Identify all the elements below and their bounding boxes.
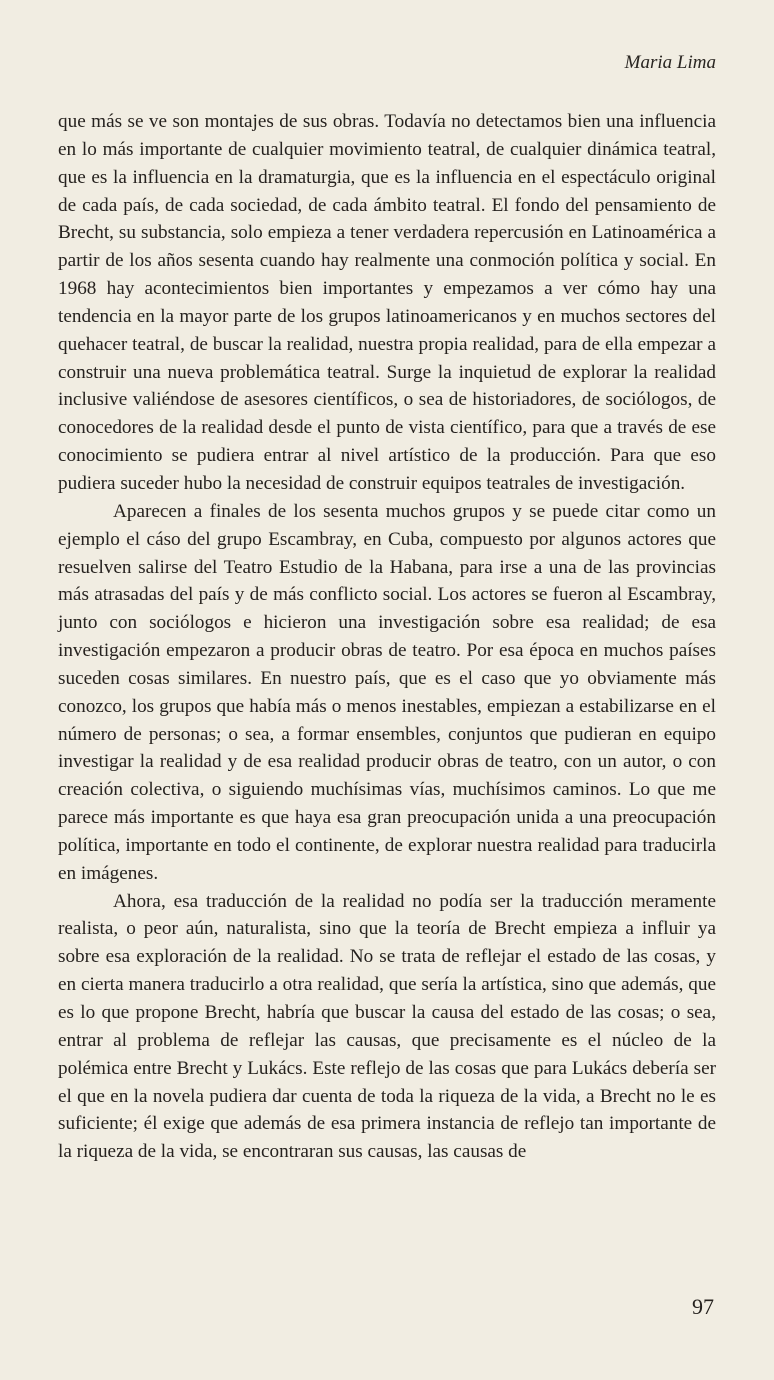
paragraph-1: que más se ve son montajes de sus obras. Todavía no detectamos bien una influencia en lo más importante de cualquier movimiento teatral, de cualquier dinámica teatral, que es la influencia en la dramaturgia, que es la influencia en el espectáculo original de cada país, de cada sociedad, de cada ámbito teatral. El fondo del pensamiento de Brecht, su substancia, solo empieza a tener verdadera repercusión en Latinoamérica a partir de los años sesenta cuando hay realmente una conmoción política y social. En 1968 hay acontecimientos bien importantes y empezamos a ver cómo hay una tendencia en la mayor parte de los grupos latinoamericanos y en muchos sectores del quehacer teatral, de buscar la realidad, nuestra propia realidad, para de ella empezar a construir una nueva problemática teatral. Surge la inquietud de explorar la realidad inclusive valiéndose de asesores científicos, o sea de historiadores, de sociólogos, de conocedores de la realidad desde el punto de vista científico, para que a través de ese conocimiento se pudiera entrar al nivel artístico de la producción. Para que eso pudiera suceder hubo la necesidad de construir equipos teatrales de investigación. <box>58 111 716 494</box>
paragraph-3: Ahora, esa traducción de la realidad no podía ser la traducción meramente realista, o peor aún, naturalista, sino que la teoría de Brecht empieza a influir ya sobre esa exploración de la realidad. No se trata de reflejar el estado de las cosas, y en cierta manera traducirlo a otra realidad, que sería la artística, sino que además, que es lo que propone Brecht, habría que buscar la causa del estado de las cosas; o sea, entrar al problema de reflejar las causas, que precisamente es el núcleo de la polémica entre Brecht y Lukács. Este reflejo de las cosas que para Lukács debería ser el que en la novela pudiera dar cuenta de toda la riqueza de la vida, a Brecht no le es suficiente; él exige que además de esa primera instancia de reflejo tan importante de la riqueza de la vida, se encontraran sus causas, las causas de <box>58 890 716 1163</box>
page-number: 97 <box>692 1294 714 1319</box>
paragraph-2: Aparecen a finales de los sesenta muchos grupos y se puede citar como un ejemplo el cáso del grupo Escambray, en Cuba, compuesto por algunos actores que resuelven salirse del Teatro Estudio de la Habana, para irse a una de las provincias más atrasadas del país y de más conflicto social. Los actores se fueron al Escambray, junto con sociólogos e hicieron una investigación sobre esa realidad; de esa investigación empezaron a producir obras de teatro. Por esa época en muchos países suceden cosas similares. En nuestro país, que es el caso que yo obviamente más conozco, los grupos que había más o menos inestables, empiezan a estabilizarse en el número de personas; o sea, a formar ensembles, conjuntos que pudieran en equipo investigar la realidad y de esa realidad producir obras de teatro, con un autor, o con creación colectiva, o siguiendo muchísimas vías, muchísimos caminos. Lo que me parece más importante es que haya esa gran preocupación unida a una preocupación política, importante en todo el continente, de explorar nuestra realidad para traducirla en imágenes. <box>58 500 716 884</box>
running-head-author: Maria Lima <box>624 52 716 73</box>
body-text <box>58 108 716 1166</box>
